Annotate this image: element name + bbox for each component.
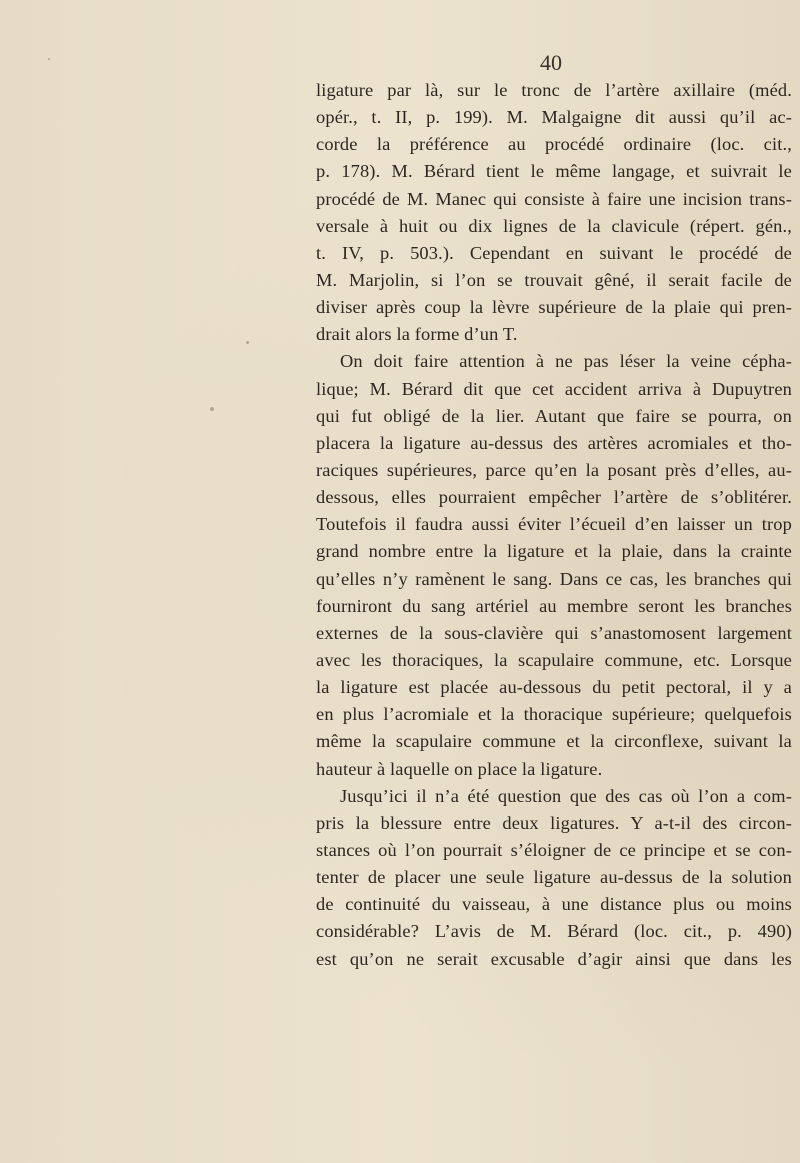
text-line: Toutefois il faudra aussi éviter l’écueil d’en laisser un trop bbox=[316, 514, 792, 535]
page-number: 40 bbox=[540, 50, 562, 75]
text-line: hauteur à laquelle on place la ligature. bbox=[316, 758, 603, 779]
text-line: versale à huit ou dix lignes de la clavicule (répert. gén., bbox=[316, 215, 792, 236]
text-line: considérable? L’avis de M. Bérard (loc. cit., p. 490) bbox=[316, 921, 792, 942]
text-line: p. 178). M. Bérard tient le même langage, et suivrait le bbox=[316, 161, 792, 182]
text-line: Jusqu’ici il n’a été question que des cas où l’on a com- bbox=[340, 785, 792, 806]
text-line: qu’elles n’y ramènent le sang. Dans ce cas, les branches qui bbox=[316, 568, 792, 589]
text-line: corde la préférence au procédé ordinaire (loc. cit., bbox=[316, 134, 792, 155]
text-line: ligature par là, sur le tronc de l’artère axillaire (méd. bbox=[316, 80, 792, 100]
text-line: qui fut obligé de la lier. Autant que faire se pourra, on bbox=[316, 405, 792, 426]
text-line: opér., t. II, p. 199). M. Malgaigne dit aussi qu’il ac- bbox=[316, 107, 792, 128]
text-line: On doit faire attention à ne pas léser la veine cépha- bbox=[340, 351, 792, 372]
text-line: lique; M. Bérard dit que cet accident arriva à Dupuytren bbox=[316, 378, 792, 399]
text-line: t. IV, p. 503.). Cependant en suivant le procédé de bbox=[316, 242, 792, 263]
body-text bbox=[316, 77, 792, 973]
paragraph bbox=[316, 783, 792, 973]
text-line: avec les thoraciques, la scapulaire commune, etc. Lorsque bbox=[316, 649, 792, 670]
text-line: placera la ligature au-dessus des artères acromiales et tho- bbox=[316, 432, 792, 453]
text-line: drait alors la forme d’un T. bbox=[316, 324, 518, 345]
text-line: de continuité du vaisseau, à une distance plus ou moins bbox=[316, 894, 792, 915]
paragraph bbox=[316, 77, 792, 348]
text-line: en plus l’acromiale et la thoracique supérieure; quelquefois bbox=[316, 704, 792, 725]
text-line: est qu’on ne serait excusable d’agir ainsi que dans les bbox=[316, 948, 792, 969]
text-line: stances où l’on pourrait s’éloigner de ce principe et se con- bbox=[316, 839, 792, 860]
text-line: diviser après coup la lèvre supérieure de la plaie qui pren- bbox=[316, 297, 792, 318]
paper-speck bbox=[48, 58, 50, 60]
paragraph bbox=[316, 348, 792, 782]
text-line: la ligature est placée au-dessous du petit pectoral, il y a bbox=[316, 677, 792, 698]
text-line: fourniront du sang artériel au membre seront les branches bbox=[316, 595, 792, 616]
text-line: raciques supérieures, parce qu’en la posant près d’elles, au- bbox=[316, 459, 792, 480]
text-line: même la scapulaire commune et la circonflexe, suivant la bbox=[316, 731, 792, 752]
paper-speck bbox=[210, 407, 214, 411]
text-line: grand nombre entre la ligature et la plaie, dans la crainte bbox=[316, 541, 792, 562]
text-line: M. Marjolin, si l’on se trouvait gêné, il serait facile de bbox=[316, 269, 792, 290]
text-line: procédé de M. Manec qui consiste à faire une incision trans- bbox=[316, 188, 792, 209]
text-line: dessous, elles pourraient empêcher l’artère de s’oblitérer. bbox=[316, 487, 792, 508]
text-line: pris la blessure entre deux ligatures. Y a-t-il des circon- bbox=[316, 812, 792, 833]
text-line: externes de la sous-clavière qui s’anastomosent largement bbox=[316, 622, 792, 643]
paper-speck bbox=[246, 341, 249, 344]
text-line: tenter de placer une seule ligature au-dessus de la solution bbox=[316, 867, 792, 888]
